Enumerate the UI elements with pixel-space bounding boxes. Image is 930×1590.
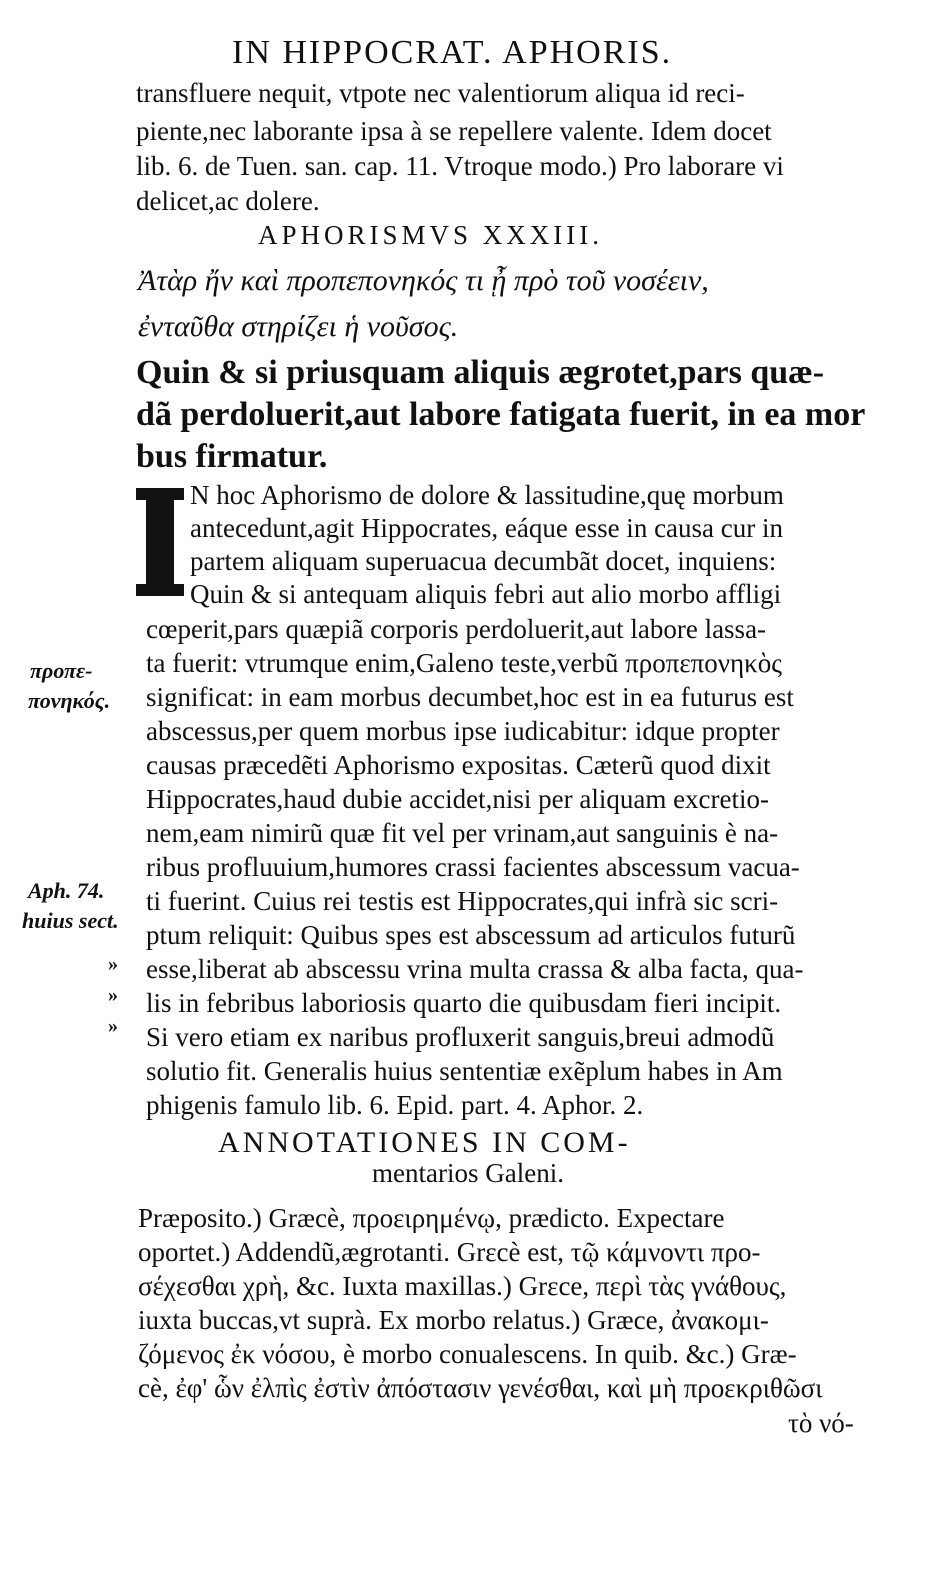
commentary-line: causas præcedẽti Aphorismo expositas. Cæterũ quod dixit	[146, 750, 771, 780]
commentary-line: Hippocrates,haud dubie accidet,nisi per aliquam excretio-	[146, 784, 770, 814]
margin-note-crossref: Aph. 74.	[28, 878, 105, 903]
commentary-line: ta fuerit: vtrumque enim,Galeno teste,verbũ προπεπονηκὸς	[146, 648, 782, 678]
intro-line: lib. 6. de Tuen. san. cap. 11. Vtroque modo.) Pro laborare vi	[136, 151, 784, 181]
annotations-subtitle: mentarios Galeni.	[372, 1158, 564, 1188]
annotation-line: iuxta buccas,vt suprà. Ex morbo relatus.) Græce, ἀνακομι-	[138, 1305, 769, 1335]
commentary-line: nem,eam nimirũ quæ fit vel per vrinam,aut sanguinis è na-	[146, 818, 779, 848]
catchword: τὸ νό-	[788, 1408, 854, 1438]
latin-translation-line: Quin & si priusquam aliquis ægrotet,pars quæ-	[136, 354, 825, 391]
commentary-line: significat: in eam morbus decumbet,hoc est in ea futurus est	[146, 682, 794, 712]
intro-line: transfluere nequit, vtpote nec valentiorum aliqua id reci-	[136, 78, 745, 108]
annotation-line: ζόμενος ἐκ νόσου, è morbo conualescens. In quib. &c.) Græ-	[138, 1339, 797, 1369]
annotation-line: σέχεσθαι χρὴ, &c. Iuxta maxillas.) Grεce, περὶ τὰς γνάθους,	[138, 1271, 787, 1301]
commentary-line: solutio fit. Generalis huius sententiæ exẽplum habes in Am	[146, 1056, 783, 1086]
intro-line: piente,nec laborante ipsa à se repellere valente. Idem docet	[136, 116, 772, 146]
commentary-line: ti fuerint. Cuius rei testis est Hippocrates,qui infrà sic scri-	[146, 886, 779, 916]
running-header: IN HIPPOCRAT. APHORIS.	[232, 34, 673, 71]
commentary-line: N hoc Aphorismo de dolore & lassitudine,quę morbum	[190, 480, 784, 510]
annotation-line: Præposito.) Græcè, προειρημένῳ, prædicto. Expectare	[138, 1203, 725, 1233]
commentary-line: Si vero etiam ex naribus profluxerit sanguis,breui admodũ	[146, 1022, 775, 1052]
quotation-mark: »	[108, 953, 118, 975]
latin-translation-line: bus firmatur.	[136, 438, 328, 475]
margin-note-greek: προπε-	[30, 658, 93, 683]
intro-line: delicet,ac dolere.	[136, 186, 320, 216]
commentary-line: esse,liberat ab abscessu vrina multa crassa & alba facta, qua-	[146, 954, 804, 984]
commentary-line: ptum reliquit: Quibus spes est abscessum ad articulos futurũ	[146, 920, 796, 950]
commentary-line: lis in febribus laboriosis quarto die quibusdam fieri incipit.	[146, 988, 782, 1018]
annotations-title: ANNOTATIONES IN COM-	[218, 1126, 631, 1159]
drop-cap-initial	[136, 488, 184, 596]
annotation-line: cè, ἐφ' ὧν ἐλπὶς ἐστὶν ἀπόστασιν γενέσθαι, καὶ μὴ προεκριθῶσι	[138, 1373, 823, 1403]
annotation-line: oportet.) Addendũ,ægrotanti. Grεcè est, τῷ κάμνοντι πρo-	[138, 1237, 761, 1267]
quotation-mark: »	[108, 1015, 118, 1037]
aphorism-title: APHORISMVS XXXIII.	[258, 220, 604, 250]
commentary-line: ribus profluuium,humores crassi facientes abscessum vacua-	[146, 852, 800, 882]
commentary-line: Quin & si antequam aliquis febri aut alio morbo affligi	[190, 579, 782, 609]
commentary-line: abscessus,per quem morbus ipse iudicabitur: idque propter	[146, 716, 780, 746]
commentary-line: antecedunt,agit Hippocrates, eáque esse in causa cur in	[190, 513, 783, 543]
commentary-line: cœperit,pars quæpiã corporis perdoluerit,aut labore lassa-	[146, 614, 767, 644]
commentary-line: phigenis famulo lib. 6. Epid. part. 4. Aphor. 2.	[146, 1090, 644, 1120]
margin-note-greek: πονηκός.	[28, 688, 111, 713]
commentary-line: partem aliquam superuacua decumbãt docet, inquiens:	[190, 546, 777, 576]
greek-aphorism-line: Ἀτὰρ ἤν καὶ προπεπονηκός τι ᾖ πρὸ τοῦ νοσέειν,	[138, 264, 709, 297]
margin-note-crossref: huius sect.	[22, 908, 119, 933]
quotation-mark: »	[108, 984, 118, 1006]
latin-translation-line: dã perdoluerit,aut labore fatigata fuerit, in ea mor	[136, 396, 866, 433]
greek-aphorism-line: ἐνταῦθα στηρίζει ἡ νοῦσος.	[138, 310, 459, 343]
